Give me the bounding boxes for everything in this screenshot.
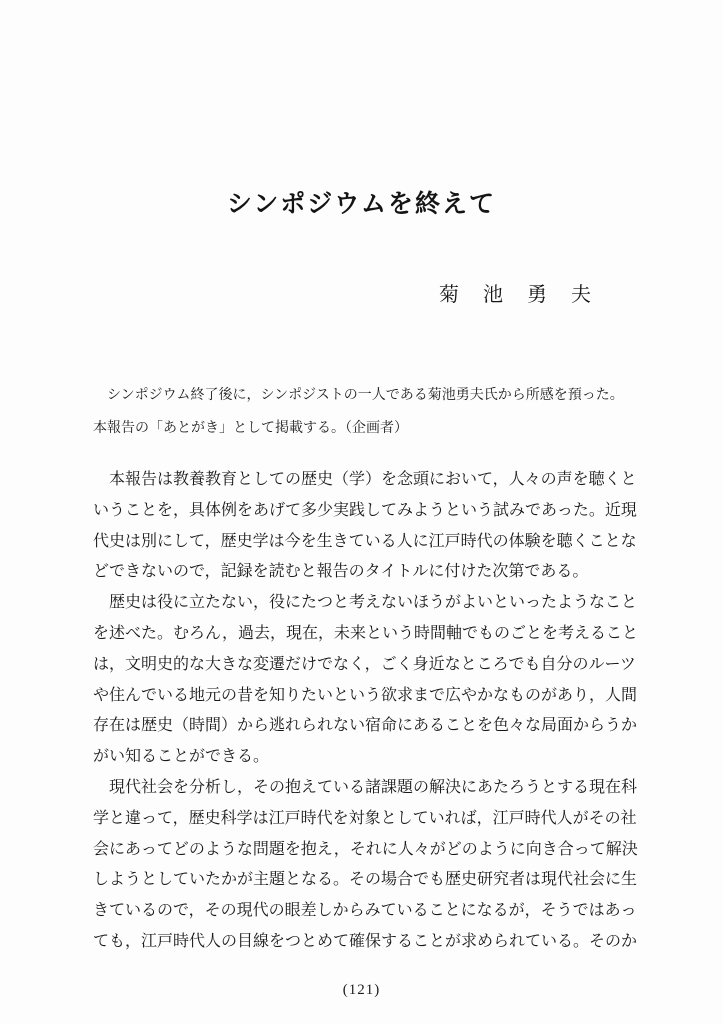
body-text-line: 代史は別にして，歴史学は今を生きている人に江戸時代の体験を聴くことな <box>93 532 637 550</box>
body-text-line: どできないので，記録を読むと報告のタイトルに付けた次第である。 <box>93 563 589 581</box>
body-text <box>93 465 637 958</box>
preface-line: 本報告の「あとがき」として掲載する。（企画者） <box>93 421 408 436</box>
author-name: 菊 池 勇 夫 <box>439 284 593 306</box>
body-text-line: 会にあってどのような問題を抱え，それに人々がどのように向き合って解決 <box>93 840 638 858</box>
page-title: シンポジウムを終えて <box>226 190 497 218</box>
body-text-line: 歴史は役に立たない，役にたつと考えないほうがよいといったようなこと <box>109 594 638 612</box>
body-text-line: や住んでいる地元の昔を知りたいという欲求まで広やかなものがあり，人間 <box>93 686 638 704</box>
body-text-line: がい知ることができる。 <box>93 748 270 766</box>
body-text-line: 本報告は教養教育としての歴史（学）を念頭において，人々の声を聴くと <box>109 471 637 488</box>
body-text-line: を述べた。むろん，過去，現在，未来という時間軸でものごとを考えること <box>93 624 638 642</box>
body-text-line: いうことを，具体例をあげて多少実践してみようという試みであった。近現 <box>93 501 637 519</box>
body-text-line: ても，江戸時代人の目線をつとめて確保することが求められている。そのか <box>93 932 638 950</box>
body-text-line: しようとしていたかが主題となる。その場合でも歴史研究者は現代社会に生 <box>93 871 638 889</box>
page-number: (121) <box>342 981 381 998</box>
preface-line: シンポジウム終了後に，シンポジストの一人である菊池勇夫氏から所感を預った。 <box>107 388 624 403</box>
body-text-line: 現代社会を分析し，その抱えている諸課題の解決にあたろうとする現在科 <box>109 778 638 796</box>
body-text-line: きているので，その現代の眼差しからみていることになるが，そうではあっ <box>93 902 637 920</box>
body-text-line: は，文明史的な大きな変遷だけでなく，ごく身近なところでも自分のルーツ <box>93 655 636 673</box>
body-text-line: 学と違って，歴史科学は江戸時代を対象としていれば，江戸時代人がその社 <box>93 809 637 827</box>
body-text-line: 存在は歴史（時間）から逃れられない宿命にあることを色々な局面からうか <box>93 717 638 735</box>
preface-note <box>93 379 637 445</box>
